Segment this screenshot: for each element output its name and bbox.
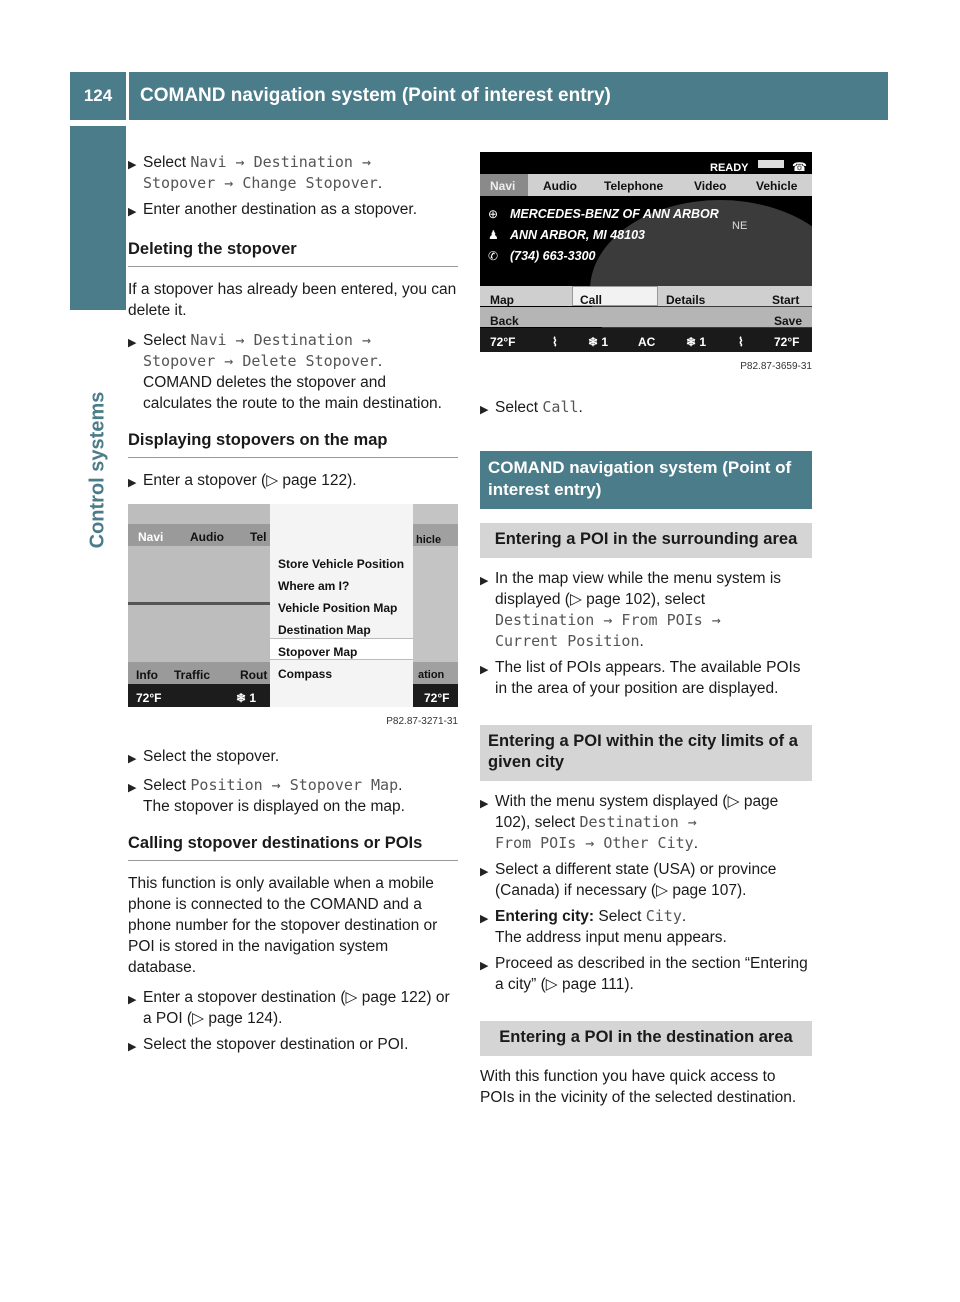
phone-icon: ☎ [792, 160, 807, 174]
step-text: . [693, 835, 698, 852]
ac-indicator: AC [638, 335, 656, 349]
menu-route[interactable]: Rout [240, 668, 268, 682]
step-arrow-icon: ▶ [480, 960, 489, 972]
menu-path: Navi → Destination → [190, 331, 372, 349]
tab-vehicle[interactable]: Vehicle [756, 179, 798, 193]
step-arrow-icon: ▶ [128, 337, 137, 349]
step-label: Entering city: [495, 908, 595, 925]
temperature-left: 72°F [136, 691, 162, 705]
tab-tel[interactable]: Tel [250, 530, 267, 544]
step-arrow-icon: ▶ [128, 782, 137, 794]
poi-icon: ⊕ [488, 207, 499, 221]
step [480, 953, 812, 995]
header-divider [126, 72, 129, 120]
step [128, 746, 458, 770]
side-section-label: Control systems [86, 391, 109, 549]
temperature-right: 72°F [774, 335, 800, 349]
menu-vehicle-position-map[interactable]: Vehicle Position Map [278, 601, 398, 615]
signal-strength-icon [758, 160, 784, 168]
step-result: The address input menu appears. [495, 929, 727, 946]
step-text: Enter a stopover destination (▷ page 122) or a POI (▷ page 124). [143, 989, 450, 1027]
step-text: . [681, 908, 687, 925]
step-arrow-icon: ▶ [128, 477, 137, 489]
page-title: COMAND navigation system (Point of interest entry) [140, 85, 611, 106]
tab-audio[interactable]: Audio [190, 530, 224, 544]
menu-where-am-i[interactable]: Where am I? [278, 579, 350, 593]
paragraph: This function is only available when a mobile phone is connected to the COMAND and a phone number for the stopover destination or POI is stored in the navigation system database. [128, 875, 438, 976]
step-text: Select the stopover destination or POI. [143, 1036, 409, 1053]
step-text: Select a different state (USA) or province (Canada) if necessary (▷ page 107). [495, 861, 777, 899]
step-arrow-icon: ▶ [480, 866, 489, 878]
compass-heading: NE [732, 220, 748, 232]
screenshot-poi-details [480, 152, 812, 352]
step-text: Select [143, 777, 191, 794]
step-text: Select [495, 399, 543, 416]
step-arrow-icon: ▶ [480, 404, 489, 416]
step-text: The list of POIs appears. The available POIs in the area of your position are displayed. [495, 659, 801, 697]
step [480, 906, 812, 948]
step [128, 152, 458, 194]
menu-path: Destination → From POIs → [495, 611, 721, 629]
page-number: 124 [83, 86, 113, 105]
image-caption: P82.87-3659-31 [740, 361, 812, 372]
step-result: COMAND deletes the stopover and calculates the route to the main destination. [143, 374, 442, 412]
step-text: Enter another destination as a stopover. [143, 201, 418, 218]
right-column [480, 152, 812, 1117]
section-heading: Displaying stopovers on the map [128, 430, 458, 458]
screenshot-stopover-map-menu [128, 504, 458, 707]
step-text: In the map view while the menu system is displayed (▷ page 102), select [495, 570, 782, 608]
temperature-left: 72°F [490, 335, 516, 349]
menu-path: Navi → Destination → [190, 153, 372, 171]
details-button[interactable]: Details [666, 293, 706, 307]
paragraph: With this function you have quick access to POIs in the vicinity of the selected destination. [480, 1068, 797, 1106]
step-arrow-icon: ▶ [128, 1041, 137, 1053]
route-line [128, 602, 270, 605]
menu-compass[interactable]: Compass [278, 667, 333, 681]
menu-path: Stopover → Change Stopover [143, 174, 378, 192]
left-column [128, 152, 458, 1063]
step [480, 657, 812, 699]
menu-info[interactable]: Info [136, 668, 158, 682]
tab-navi[interactable]: Navi [490, 179, 516, 193]
step-text: Select [594, 908, 646, 925]
step [480, 791, 812, 854]
menu-path: Call [542, 398, 579, 416]
menu-store-vehicle-position[interactable]: Store Vehicle Position [278, 557, 405, 571]
menu-path: From POIs → Other City [495, 834, 694, 852]
step-text: Select the stopover. [143, 748, 280, 765]
step [128, 987, 458, 1029]
menu-path: Position → Stopover Map [190, 776, 399, 794]
step-text: . [377, 353, 383, 370]
step-arrow-icon: ▶ [128, 206, 137, 218]
section-heading: Calling stopover destinations or POIs [128, 833, 458, 861]
airflow-icon: ⌇ [738, 335, 744, 349]
step-text: . [578, 399, 583, 416]
tab-vehicle[interactable]: hicle [416, 534, 442, 546]
step [128, 470, 458, 494]
location-icon: ♟ [488, 228, 499, 242]
step-arrow-icon: ▶ [128, 753, 137, 765]
menu-path: City [645, 907, 682, 925]
save-button[interactable]: Save [774, 314, 803, 328]
step [128, 330, 458, 414]
poi-name: MERCEDES-BENZ OF ANN ARBOR [510, 207, 719, 221]
temperature-right: 72°F [424, 691, 450, 705]
menu-path: Current Position [495, 632, 640, 650]
step-text: Enter a stopover (▷ page 122). [143, 472, 357, 489]
call-button[interactable]: Call [580, 293, 603, 307]
menu-traffic[interactable]: Traffic [174, 668, 211, 682]
paragraph: If a stopover has already been entered, you can delete it. [128, 281, 457, 319]
poi-address: ANN ARBOR, MI 48103 [510, 228, 645, 242]
menu-path: Stopover → Delete Stopover [143, 352, 378, 370]
step [128, 775, 458, 817]
fan-level: ❄ 1 [236, 691, 257, 705]
step [128, 199, 458, 223]
step [480, 397, 812, 421]
phone-icon: ✆ [488, 249, 499, 263]
step-arrow-icon: ▶ [480, 913, 489, 925]
step-arrow-icon: ▶ [128, 994, 137, 1006]
step-text: Select [143, 332, 191, 349]
section-banner: COMAND navigation system (Point of interest entry) [480, 451, 812, 509]
step [480, 859, 812, 901]
step-arrow-icon: ▶ [480, 798, 489, 810]
section-heading: Deleting the stopover [128, 239, 458, 267]
fan-level-right: ❄ 1 [686, 335, 707, 349]
step-text: With the menu system displayed (▷ page 102), select [495, 793, 779, 831]
tab-navi[interactable]: Navi [138, 530, 164, 544]
airflow-icon: ⌇ [552, 335, 558, 349]
step-arrow-icon: ▶ [480, 664, 489, 676]
tab-audio[interactable]: Audio [543, 179, 577, 193]
step-result: The stopover is displayed on the map. [143, 798, 405, 815]
step-text: . [377, 175, 383, 192]
side-tab [70, 126, 126, 310]
step [128, 1034, 458, 1058]
step-text: Select [143, 154, 191, 171]
subsection-heading: Entering a POI in the surrounding area [480, 523, 812, 558]
tab-telephone[interactable]: Telephone [604, 179, 664, 193]
action-row-2 [480, 307, 812, 327]
menu-destination-map[interactable]: Destination Map [278, 623, 371, 637]
poi-phone: (734) 663-3300 [510, 249, 596, 263]
step-arrow-icon: ▶ [480, 575, 489, 587]
fan-level-left: ❄ 1 [588, 335, 609, 349]
step [480, 568, 812, 652]
step-text: . [639, 633, 644, 650]
subsection-heading: Entering a POI in the destination area [480, 1021, 812, 1056]
subsection-heading: Entering a POI within the city limits of a given city [480, 725, 812, 781]
back-button[interactable]: Back [490, 314, 519, 328]
start-button[interactable]: Start [772, 293, 800, 307]
status-text: READY [710, 162, 749, 174]
step-arrow-icon: ▶ [128, 159, 137, 171]
tab-video[interactable]: Video [694, 179, 727, 193]
menu-path: Destination → [579, 813, 697, 831]
menu-destination[interactable]: ation [418, 669, 445, 681]
step-text: Proceed as described in the section “Entering a city” (▷ page 111). [495, 955, 808, 993]
map-button[interactable]: Map [490, 293, 514, 307]
step-text: . [398, 777, 403, 794]
image-caption: P82.87-3271-31 [386, 716, 458, 727]
menu-stopover-map[interactable]: Stopover Map [278, 645, 358, 659]
